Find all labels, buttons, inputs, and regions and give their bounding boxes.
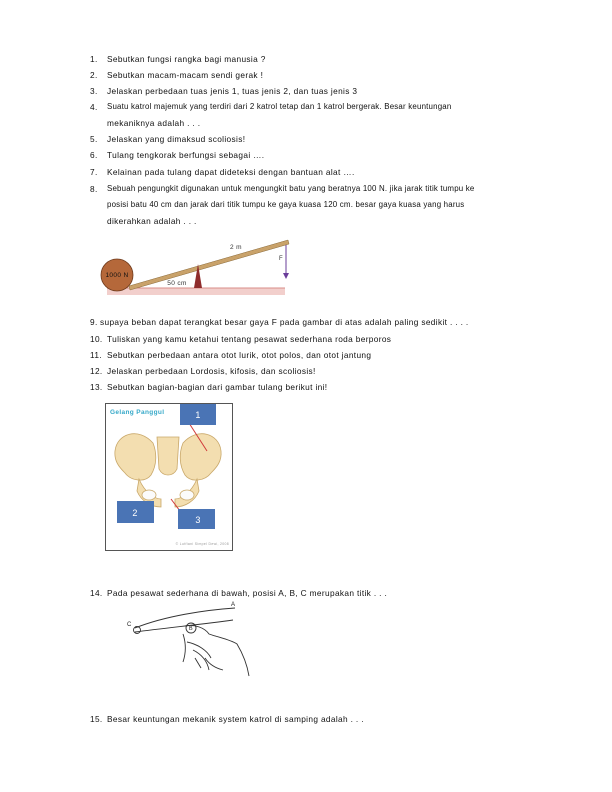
label-2: 2: [132, 508, 138, 518]
question-text: Tulang tengkorak berfungsi sebagai ….: [107, 150, 265, 160]
right-distance-label: 2 m: [230, 244, 242, 251]
question-number: 13.: [90, 382, 103, 392]
question-number: 14.: [90, 588, 103, 598]
question-text: Kelainan pada tulang dapat dideteksi dengan bantuan alat ….: [107, 167, 355, 177]
question-text: Sebutkan fungsi rangka bagi manusia ?: [107, 54, 266, 64]
question-number: 8.: [90, 184, 98, 194]
question-text: supaya beban dapat terangkat besar gaya F pada gambar di atas adalah paling sedikit . . . .: [100, 317, 469, 327]
question-text: Tuliskan yang kamu ketahui tentang pesawat sederhana roda berporos: [107, 334, 392, 344]
question-text: Sebutkan perbedaan antara otot lurik, otot polos, dan otot jantung: [107, 350, 372, 360]
question-text: Besar keuntungan mekanik system katrol di samping adalah . . .: [107, 714, 364, 724]
left-distance-label: 50 cm: [167, 280, 187, 287]
question-number: 4.: [90, 102, 98, 112]
question-text: Pada pesawat sederhana di bawah, posisi A, B, C merupakan titik . . .: [107, 588, 388, 598]
question-text: Suatu katrol majemuk yang terdiri dari 2 katrol tetap dan 1 katrol bergerak. Besar keuntungan: [107, 102, 452, 111]
question-text: Sebutkan macam-macam sendi gerak !: [107, 70, 264, 80]
stone-label: 1000 N: [105, 272, 129, 279]
force-label: F: [279, 256, 284, 262]
label-c: C: [127, 622, 132, 628]
question-text: Sebutkan bagian-bagian dari gambar tulang berikut ini!: [107, 382, 328, 392]
lever-bar: [129, 240, 289, 290]
question-number: 10.: [90, 334, 103, 344]
question-number: 5.: [90, 134, 98, 144]
question-number: 3.: [90, 86, 98, 96]
question-text: Sebuah pengungkit digunakan untuk mengungkit batu yang beratnya 100 N. jika jarak titik tumpu ke: [107, 184, 475, 193]
label-1: 1: [195, 410, 201, 420]
scissors-figure: [125, 598, 265, 678]
tweezer-arm-top: [135, 608, 235, 628]
question-number: 1.: [90, 54, 98, 64]
label-b: B: [189, 626, 194, 632]
label-3: 3: [195, 515, 201, 525]
question-number: 9.: [90, 317, 98, 327]
pelvis-figure: [105, 403, 233, 551]
question-text: Jelaskan perbedaan Lordosis, kifosis, dan scoliosis!: [107, 366, 316, 376]
question-text: Jelaskan perbedaan tuas jenis 1, tuas jenis 2, dan tuas jenis 3: [107, 86, 358, 96]
figure-title: Gelang Panggul: [110, 409, 165, 416]
question-number: 2.: [90, 70, 98, 80]
label-a: A: [231, 602, 236, 608]
question-number: 7.: [90, 167, 98, 177]
question-text: Jelaskan yang dimaksud scoliosis!: [107, 134, 246, 144]
question-number: 11.: [90, 350, 102, 360]
figure-credit: © Lutfiani Simpel Dewi, 2008: [175, 542, 229, 546]
question-text-continued: mekaniknya adalah . . .: [107, 118, 201, 128]
question-number: 15.: [90, 714, 103, 724]
question-text-continued: posisi batu 40 cm dan jarak dari titik tumpu ke gaya kuasa 120 cm. besar gaya kuasa yang harus: [107, 200, 465, 209]
lever-figure: [95, 235, 295, 303]
tweezer-arm-bottom: [135, 620, 233, 632]
question-text-continued: dikerahkan adalah . . .: [107, 216, 197, 226]
question-number: 6.: [90, 150, 98, 160]
question-number: 12.: [90, 366, 103, 376]
